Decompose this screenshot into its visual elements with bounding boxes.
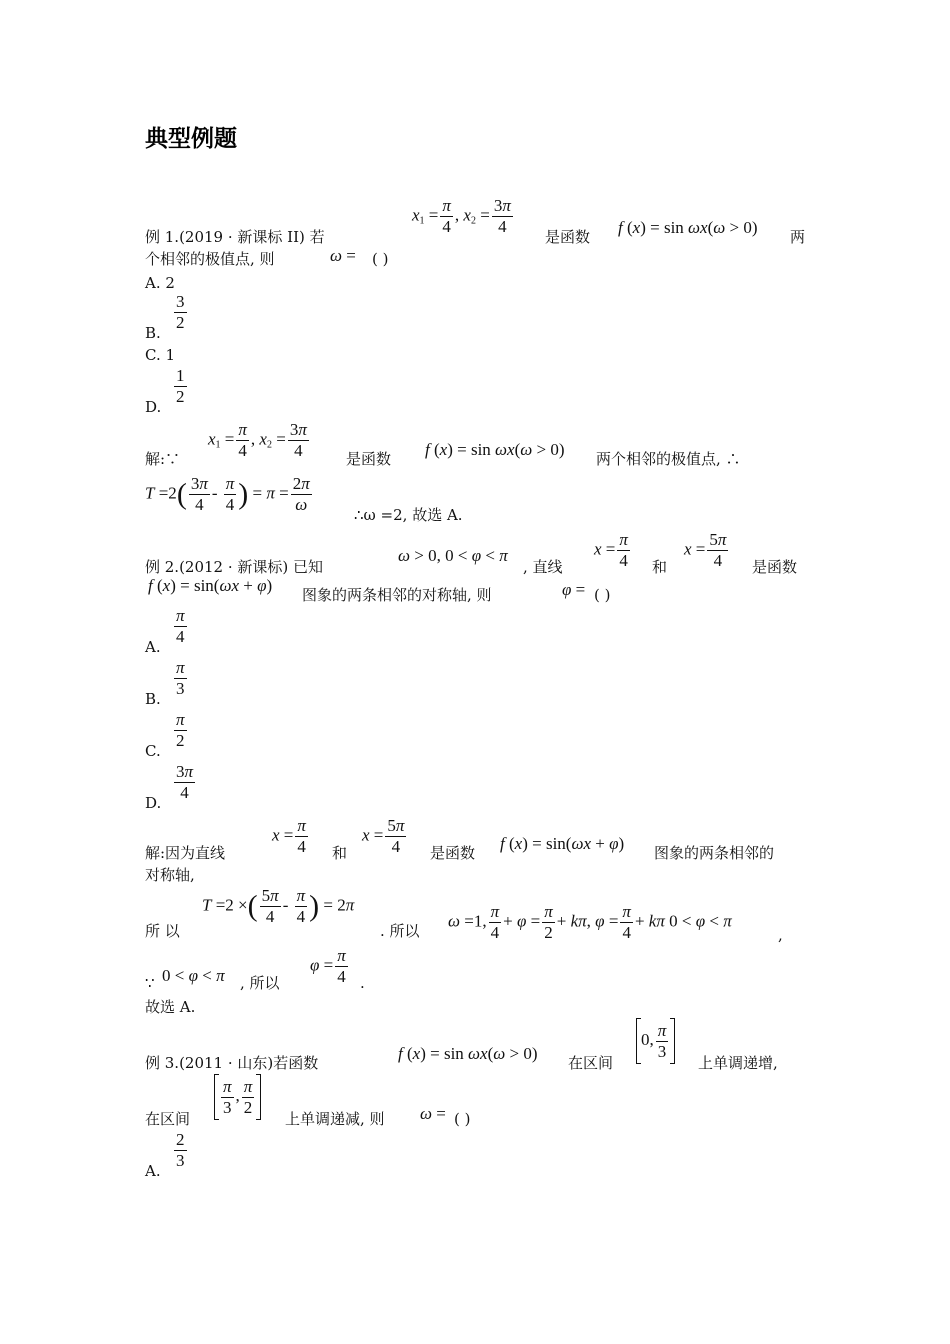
ex2-option-a: A. (145, 638, 161, 656)
ex2-solution-because: ∵ (145, 974, 155, 992)
ex2-comma-line: , 直线 (523, 558, 563, 576)
ex3-on-interval: 在区间 (568, 1054, 614, 1072)
math-solution-function: f (x) = sin(ωx + φ) (500, 834, 625, 853)
math-ex3-function: f (x) = sin ωx(ω > 0) (398, 1044, 538, 1063)
ex1-solution-label: 解:∵ (145, 450, 181, 468)
ex1-solution-end: ∴ω =2, 故选 A. (354, 506, 463, 524)
ex2-solution-and: 和 (332, 844, 348, 862)
ex2-solution-tail: 图象的两条相邻的 (654, 844, 775, 862)
math-option-pi-3: $\frac{\pi}{3}$ (176, 658, 185, 698)
math-ex3-omega: ω = (420, 1104, 446, 1123)
math-option-3pi-4: $\frac{3\pi}{4}$ (176, 762, 194, 802)
ex3-option-a: A. (145, 1162, 161, 1180)
ex2-solution-so-1: 所 以 (145, 922, 180, 940)
ex2-and: 和 (652, 558, 668, 576)
math-option-pi-4: $\frac{\pi}{4}$ (176, 606, 185, 646)
ex1-solution-tail: 两个相邻的极值点, ∴ (596, 450, 741, 468)
ex2-solution-is: 是函数 (430, 844, 476, 862)
math-solution-phi-answer: φ = $\frac{\pi}{4}$ (310, 946, 346, 986)
ex3-paren: ( ) (454, 1110, 471, 1128)
math-interval-pi3-pi2: $\frac{\pi}{3}$ , $\frac{\pi}{2}$ (214, 1074, 261, 1120)
math-solution-x-pi-4: x = $\frac{\pi}{4}$ (272, 816, 306, 856)
ex3-increasing: 上单调递增, (698, 1054, 778, 1072)
page-title: 典型例题 (145, 126, 237, 152)
math-solution-x-5pi-4: x = $\frac{5\pi}{4}$ (362, 816, 405, 856)
ex1-option-b: B. (145, 324, 161, 342)
ex1-mid: 是函数 (545, 228, 591, 246)
math-x-5pi-4: x = $\frac{5\pi}{4}$ (684, 530, 727, 570)
math-function-f: f (x) = sin ωx(ω > 0) (618, 218, 758, 237)
math-solution-period: T =2 ×( $\frac{5\pi}{4}$ - $\frac{\pi}{4}$ ) = 2π (202, 886, 355, 926)
math-function-f-solution: f (x) = sin ωx(ω > 0) (425, 440, 565, 459)
ex2-solution-period: . (360, 974, 365, 992)
ex3-prefix: 例 3.(2011 · 山东)若函数 (145, 1054, 319, 1072)
ex2-prefix: 例 2.(2012 · 新课标) 已知 (145, 558, 324, 576)
ex2-option-c: C. (145, 742, 161, 760)
ex1-paren: ( ) (372, 250, 389, 268)
math-phi: φ = (562, 580, 586, 599)
math-function-sin-phi: f (x) = sin(ωx + φ) (148, 576, 273, 595)
ex2-solution-label: 解:因为直线 (145, 844, 226, 862)
ex2-solution-line2: 对称轴, (145, 866, 195, 884)
ex2-solution-so-2: . 所以 (380, 922, 420, 940)
ex1-suffix: 两 (790, 228, 806, 246)
math-three-halves: $\frac{3}{2}$ (176, 292, 185, 332)
math-option-2-3: $\frac{2}{3}$ (176, 1130, 185, 1170)
math-x1-x2: $x_1$ = $\frac{\pi}{4}$ , $x_2$ = $\frac{3\pi}{4}$ (412, 196, 511, 236)
math-omega-phi-condition: ω > 0, 0 < φ < π (398, 546, 508, 565)
ex2-solution-choice: 故选 A. (145, 998, 196, 1016)
ex1-prefix: 例 1.(2019 · 新课标 II) 若 (145, 228, 325, 246)
math-option-pi-2: $\frac{\pi}{2}$ (176, 710, 185, 750)
math-solution-phi-range: 0 < φ < π (162, 966, 225, 985)
ex2-solution-comma: , (778, 926, 783, 944)
ex2-is-function: 是函数 (752, 558, 798, 576)
ex1-line2: 个相邻的极值点, 则 (145, 250, 275, 268)
ex2-line2: 图象的两条相邻的对称轴, 则 (302, 586, 492, 604)
math-solution-omega-phi: ω =1, $\frac{\pi}{4}$ + φ = $\frac{\pi}{2}$ + kπ, φ = $\frac{\pi}{4}$ + kπ 0 < φ < π (448, 902, 732, 942)
math-x-pi-4: x = $\frac{\pi}{4}$ (594, 530, 628, 570)
ex1-option-c: C. 1 (145, 346, 176, 364)
math-interval-0-pi-3: 0, $\frac{\pi}{3}$ (636, 1018, 675, 1064)
ex3-on-interval-2: 在区间 (145, 1110, 191, 1128)
ex2-option-b: B. (145, 690, 161, 708)
ex1-option-d: D. (145, 398, 162, 416)
ex1-solution-mid: 是函数 (346, 450, 392, 468)
ex3-decreasing: 上单调递减, 则 (285, 1110, 385, 1128)
ex2-paren: ( ) (594, 586, 611, 604)
math-one-half: $\frac{1}{2}$ (176, 366, 185, 406)
math-period-T: T =2( $\frac{3\pi}{4}$ - $\frac{\pi}{4}$ ) = π = $\frac{2\pi}{\omega}$ (145, 474, 310, 514)
ex1-option-a: A. 2 (145, 274, 175, 292)
math-x1-x2-solution: $x_1$ = $\frac{\pi}{4}$ , $x_2$ = $\frac{3\pi}{4}$ (208, 420, 307, 460)
math-omega: ω = (330, 246, 356, 265)
ex2-solution-so-3: , 所以 (240, 974, 280, 992)
ex2-option-d: D. (145, 794, 162, 812)
